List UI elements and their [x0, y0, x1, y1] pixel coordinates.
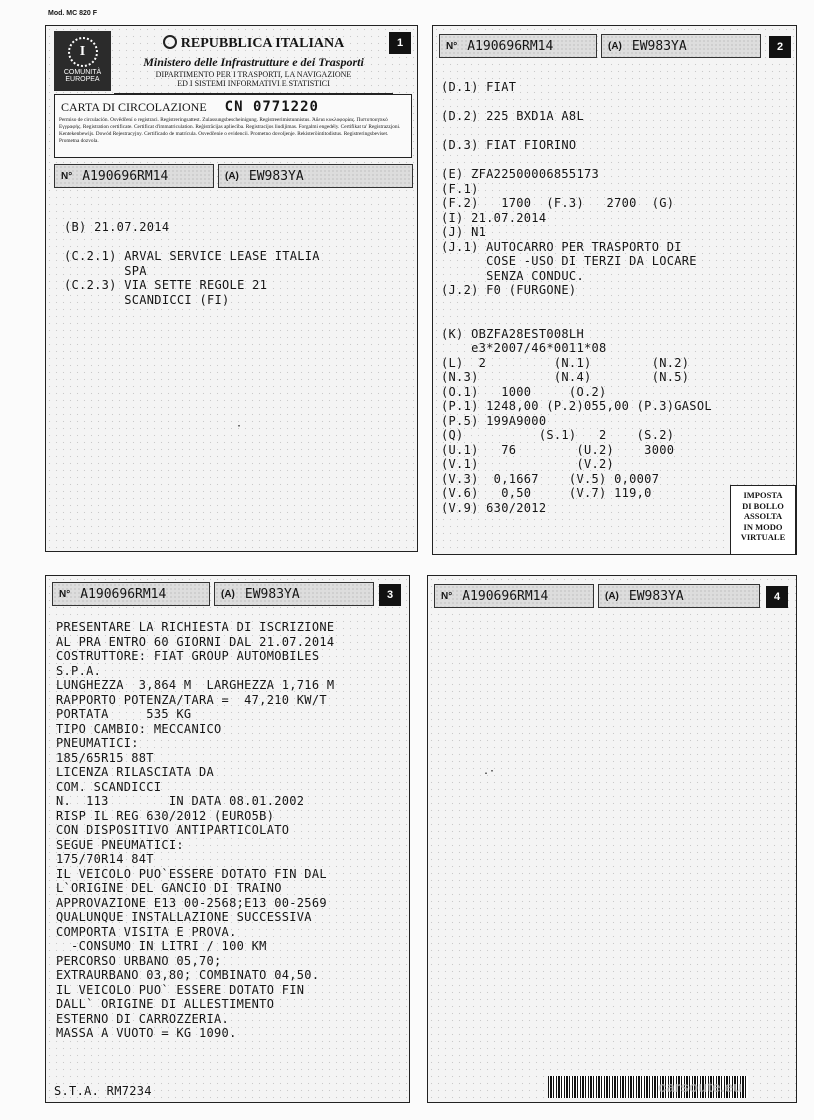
panel-2 — [432, 25, 797, 555]
plate-number: EW983YA — [628, 588, 684, 604]
annotations-text: PRESENTARE LA RICHIESTA DI ISCRIZIONE AL PRA ENTRO 60 GIORNI DAL 21.07.2014 COSTRUTTORE: FIAT GROUP AUTOMOBILES S.P.A. LUNGHEZZA 3,864 M LARGHEZZA 1,716 M RAPPORTO POTENZA/TARA = 47,210 KW/T PORTATA 535 KG TIPO CAMBIO: MECCANICO PNEUMATICI: 185/65R15 88T LICENZA RILASCIATA DA COM. SCANDICCI N. 113 IN DATA 08.01.2002 RISP IL REG 630/2012 (EURO5B) CON DISPOSITIVO ANTIPARTICOLATO SEGUE PNEUMATICI: 175/70R14 84T IL VEICOLO PUO`ESSERE DOTATO FIN DAL L`ORIGINE DEL GANCIO DI TRAINO APPROVAZIONE E13 00-2568;E13 00-2569 QUALUNQUE INSTALLAZIONE SUCCESSIVA COMPORTA VISITA E PROVA. -CONSUMO IN LITRI / 100 KM PERCORSO URBANO 05,70; EXTRAURBANO 03,80; COMBINATO 04,50. IL VEICOLO PUO` ESSERE DOTATO FIN DALL` ORIGINE DI ALLESTIMENTO ESTERNO DI CARROZZERIA. MASSA A VUOTO = KG 1090. — [56, 620, 335, 1040]
department-line-2: ED I SISTEMI INFORMATIVI E STATISTICI — [177, 79, 330, 88]
sta-code: S.T.A. RM7234 — [54, 1084, 152, 1098]
plate-number: EW983YA — [631, 38, 687, 54]
ministry-name: Ministero delle Infrastrutture e dei Trasporti — [143, 55, 364, 69]
registration-number: A190696RM14 — [462, 588, 549, 604]
plate-label: (A) — [608, 40, 622, 52]
scan-speck: .· — [483, 766, 496, 777]
carta-label: CARTA DI CIRCOLAZIONE — [61, 100, 207, 114]
plate-number: EW983YA — [244, 586, 300, 602]
plate-label: (A) — [221, 588, 235, 600]
form-model-label: Mod. MC 820 F — [48, 10, 98, 17]
plate-label: (A) — [605, 590, 619, 602]
registration-number: A190696RM14 — [80, 586, 167, 602]
republic-emblem-icon — [163, 35, 177, 49]
plate-label: (A) — [225, 170, 239, 182]
number-label: N° — [59, 588, 71, 600]
department-line-1: DIPARTIMENTO PER I TRASPORTI, LA NAVIGAZIONE — [155, 70, 352, 79]
scan-speck: · — [236, 421, 243, 432]
watermark: carsoute.eu — [658, 1079, 743, 1096]
panel-number: 3 — [379, 584, 401, 606]
eu-line-2: EUROPEA — [65, 76, 100, 83]
eu-line-1: COMUNITÀ — [63, 69, 102, 76]
republic-title: REPUBBLICA ITALIANA — [180, 36, 345, 51]
plate-number: EW983YA — [248, 168, 304, 184]
owner-details: (B) 21.07.2014 (C.2.1) ARVAL SERVICE LEASE ITALIA SPA (C.2.3) VIA SETTE REGOLE 21 SCANDICCI (FI) — [64, 220, 320, 307]
tax-stamp-text: IMPOSTA DI BOLLO ASSOLTA IN MODO VIRTUALE — [740, 490, 786, 542]
panel-number: 2 — [769, 36, 791, 58]
registration-number: A190696RM14 — [82, 168, 169, 184]
eu-emblem — [54, 31, 111, 91]
number-label: N° — [441, 590, 453, 602]
carta-box — [54, 94, 412, 158]
panel-4 — [427, 575, 797, 1103]
multilingual-title: Permiso de circulación. Osvědčení o registraci. Registreringsattest. Zulassungsbescheinigung. Registreerimistunnistus. Άδεια κυκλοφορίας. Πιστοποιητικό Εγγραφής. Registration certificate. Certificat d'immatriculation. Reģistrācijas apliecība. Registracijos liudijimas. Forgalmi engedély. Certifikat ta' Registrazzjoni. Kentekenbewijs. Dowód Rejestracyjny. Certificado de matrícula. Osvedčenie o evidencii. Prometno dovoljenje. Rekisteröintitodistus. Registreringsbeviset. Prometna dozvola. — [59, 117, 401, 144]
tax-stamp-box — [730, 485, 796, 555]
vehicle-technical-data: (D.1) FIAT (D.2) 225 BXD1A A8L (D.3) FIAT FIORINO (E) ZFA22500006855173 (F.1) (F.2) 1700 (F.3) 2700 (G) (I) 21.07.2014 (J) N1 (J.1) AUTOCARRO PER TRASPORTO DI COSE -USO DI TERZI DA LOCARE SENZA CONDUC. (J.2) F0 (FURGONE) (K) OBZFA28EST008LH e3*2007/46*0011*08 (L) 2 (N.1) (N.2) (N.3) (N.4) (N.5) (O.1) 1000 (O.2) (P.1) 1248,00 (P.2)055,00 (P.3)GASOL (P.5) 199A9000 (Q) (S.1) 2 (S.2) (U.1) 76 (U.2) 3000 (V.1) (V.2) (V.3) 0,1667 (V.5) 0,0007 (V.6) 0,50 (V.7) 119,0 (V.9) 630/2012 — [441, 80, 712, 515]
panel-number: 4 — [766, 586, 788, 608]
number-label: N° — [446, 40, 458, 52]
panel-3 — [45, 575, 410, 1103]
panel-number: 1 — [389, 32, 411, 54]
panel-1 — [45, 25, 418, 552]
ministry-header — [114, 31, 393, 94]
registration-number: A190696RM14 — [467, 38, 554, 54]
carta-number: CN 0771220 — [224, 99, 319, 115]
eu-stars-icon: I — [68, 37, 98, 67]
number-label: N° — [61, 170, 73, 182]
